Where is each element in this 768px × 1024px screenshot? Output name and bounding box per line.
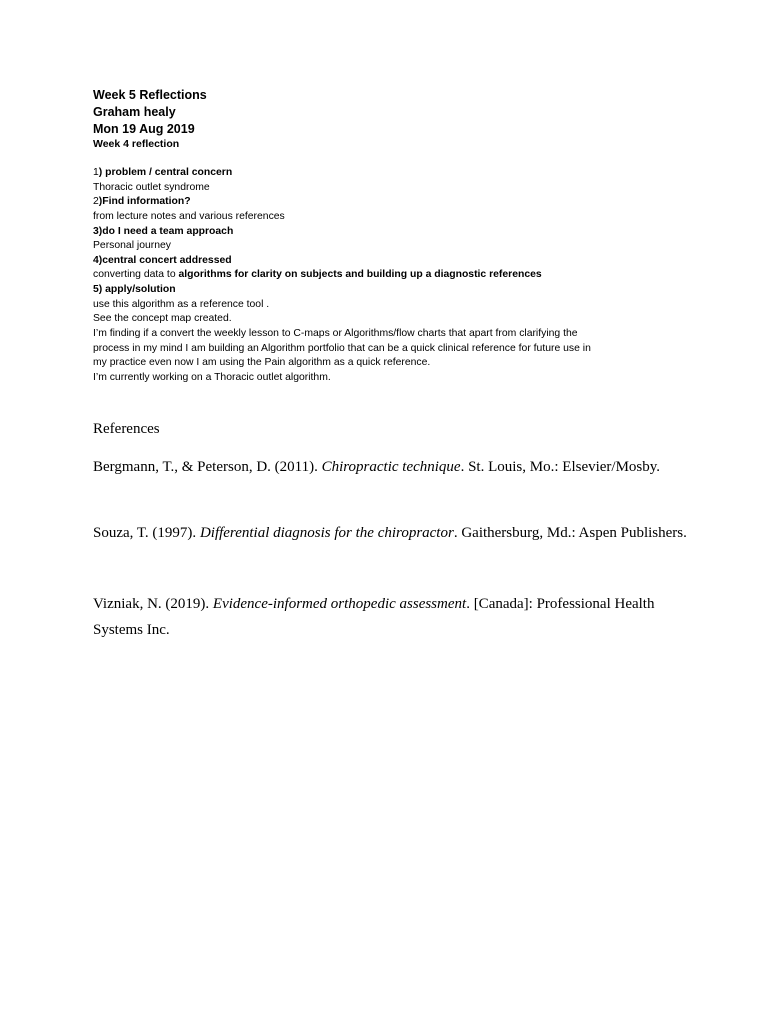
question-4: 4)central concert addressed [93, 255, 232, 266]
answer-2: from lecture notes and various references [93, 211, 285, 222]
reference-authors: Bergmann, T., & Peterson, D. (2011). [93, 459, 322, 475]
author-name: Graham healy [93, 105, 176, 119]
answer-4-plain: converting data to [93, 269, 179, 280]
reference-item [93, 520, 693, 546]
answer-5-line: I’m finding if a convert the weekly lesson to C-maps or Algorithms/flow charts that apart from clarifying the [93, 328, 578, 339]
question-2-number: 2 [93, 196, 99, 207]
answer-5-line: See the concept map created. [93, 313, 232, 324]
reference-title: Differential diagnosis for the chiropractor [199, 525, 454, 541]
answer-3: Personal journey [93, 240, 171, 251]
answer-5-line: use this algorithm as a reference tool . [93, 299, 270, 310]
answer-4 [93, 268, 542, 283]
reference-item [93, 591, 693, 643]
question-3: 3)do I need a team approach [93, 226, 234, 237]
document-title: Week 5 Reflections [93, 88, 207, 102]
document-date: Mon 19 Aug 2019 [93, 122, 195, 136]
answer-5-line: I’m currently working on a Thoracic outlet algorithm. [93, 372, 331, 383]
question-1 [93, 166, 232, 181]
answer-4-bold: algorithms for clarity on subjects and building up a diagnostic references [178, 269, 542, 280]
reference-publisher: . Gaithersburg, Md.: Aspen Publishers. [453, 525, 687, 541]
reference-publisher: . [Canada]: Professional Health Systems Inc. [93, 596, 655, 638]
question-5: 5) apply/solution [93, 284, 176, 295]
document-subtitle: Week 4 reflection [93, 138, 180, 150]
question-2-label: )Find information? [98, 196, 191, 207]
references-heading: References [93, 421, 160, 437]
answer-1: Thoracic outlet syndrome [93, 182, 210, 193]
question-1-label: ) problem / central concern [98, 167, 233, 178]
reference-item [93, 454, 693, 480]
question-1-number: 1 [93, 167, 99, 178]
reference-publisher: . St. Louis, Mo.: Elsevier/Mosby. [460, 459, 661, 475]
reference-authors: Souza, T. (1997). [93, 525, 200, 541]
reference-title: Evidence-informed orthopedic assessment [212, 596, 467, 612]
answer-5-line: process in my mind I am building an Algorithm portfolio that can be a quick clinical reference for future use in [93, 343, 591, 354]
reference-authors: Vizniak, N. (2019). [93, 596, 213, 612]
reference-title: Chiropractic technique [321, 459, 461, 475]
answer-5-line: my practice even now I am using the Pain algorithm as a quick reference. [93, 357, 431, 368]
question-2 [93, 195, 191, 210]
